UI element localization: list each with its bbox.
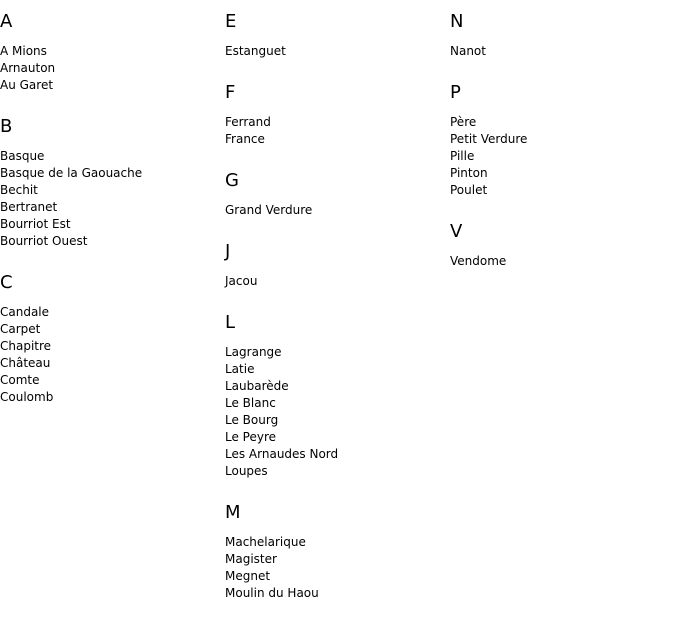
entry-link[interactable]: Au Garet [0, 78, 54, 92]
letter-heading: F [225, 82, 236, 103]
alphabetical-index [0, 10, 675, 626]
entry-link[interactable]: Moulin du Haou [225, 586, 319, 600]
entry-link[interactable]: Carpet [0, 322, 41, 336]
entry-list [225, 534, 445, 602]
letter-group-j [225, 240, 445, 290]
letter-heading: V [450, 221, 463, 242]
entry-link[interactable]: Nanot [450, 44, 486, 58]
letter-group-l [225, 311, 445, 480]
letter-group-g [225, 169, 445, 219]
letter-group-e [225, 10, 445, 60]
letter-group-p [450, 81, 670, 199]
entry-link[interactable]: Poulet [450, 183, 488, 197]
letter-heading: P [450, 82, 461, 103]
entry-link[interactable]: Ferrand [225, 115, 271, 129]
entry-link[interactable]: Le Blanc [225, 396, 276, 410]
entry-list [0, 43, 220, 94]
entry-link[interactable]: Pille [450, 149, 475, 163]
entry-link[interactable]: Loupes [225, 464, 268, 478]
entry-link[interactable]: Chapitre [0, 339, 52, 353]
letter-heading: J [225, 241, 231, 262]
entry-list [0, 148, 220, 250]
letter-group-c [0, 271, 220, 406]
entry-link[interactable]: Château [0, 356, 51, 370]
entry-link[interactable]: Bertranet [0, 200, 58, 214]
entry-link[interactable]: Pinton [450, 166, 488, 180]
entry-link[interactable]: Petit Verdure [450, 132, 528, 146]
entry-link[interactable]: A Mions [0, 44, 47, 58]
entry-link[interactable]: Lagrange [225, 345, 282, 359]
letter-heading: M [225, 502, 241, 523]
entry-link[interactable]: Comte [0, 373, 40, 387]
entry-link[interactable]: Candale [0, 305, 50, 319]
entry-link[interactable]: Vendome [450, 254, 507, 268]
entry-link[interactable]: Le Bourg [225, 413, 279, 427]
letter-group-m [225, 501, 445, 602]
letter-heading: C [0, 272, 13, 293]
letter-heading: L [225, 312, 236, 333]
entry-link[interactable]: Arnauton [0, 61, 56, 75]
entry-link[interactable]: Bechit [0, 183, 38, 197]
entry-list [450, 114, 670, 199]
letter-heading: N [450, 11, 464, 32]
entry-list [0, 304, 220, 406]
entry-link[interactable]: Megnet [225, 569, 271, 583]
index-column [450, 10, 670, 291]
entry-link[interactable]: Bourriot Est [0, 217, 71, 231]
index-column [225, 10, 445, 623]
letter-group-n [450, 10, 670, 60]
letter-heading: E [225, 11, 237, 32]
letter-group-a [0, 10, 220, 94]
entry-list [225, 114, 445, 148]
entry-link[interactable]: Grand Verdure [225, 203, 313, 217]
entry-link[interactable]: Estanguet [225, 44, 286, 58]
letter-heading: B [0, 116, 13, 137]
entry-link[interactable]: Jacou [225, 274, 258, 288]
entry-list [225, 273, 445, 290]
entry-list [450, 43, 670, 60]
entry-link[interactable]: Coulomb [0, 390, 54, 404]
entry-list [450, 253, 670, 270]
entry-link[interactable]: Machelarique [225, 535, 306, 549]
entry-link[interactable]: Le Peyre [225, 430, 277, 444]
entry-link[interactable]: France [225, 132, 265, 146]
letter-heading: G [225, 170, 239, 191]
entry-link[interactable]: Père [450, 115, 477, 129]
letter-heading: A [0, 11, 13, 32]
entry-link[interactable]: Les Arnaudes Nord [225, 447, 339, 461]
letter-group-b [0, 115, 220, 250]
index-column [0, 10, 220, 427]
entry-link[interactable]: Latie [225, 362, 255, 376]
entry-link[interactable]: Magister [225, 552, 277, 566]
entry-list [225, 43, 445, 60]
entry-link[interactable]: Laubarède [225, 379, 289, 393]
letter-group-f [225, 81, 445, 148]
entry-list [225, 344, 445, 480]
entry-link[interactable]: Basque [0, 149, 45, 163]
letter-group-v [450, 220, 670, 270]
entry-list [225, 202, 445, 219]
entry-link[interactable]: Bourriot Ouest [0, 234, 88, 248]
entry-link[interactable]: Basque de la Gaouache [0, 166, 143, 180]
